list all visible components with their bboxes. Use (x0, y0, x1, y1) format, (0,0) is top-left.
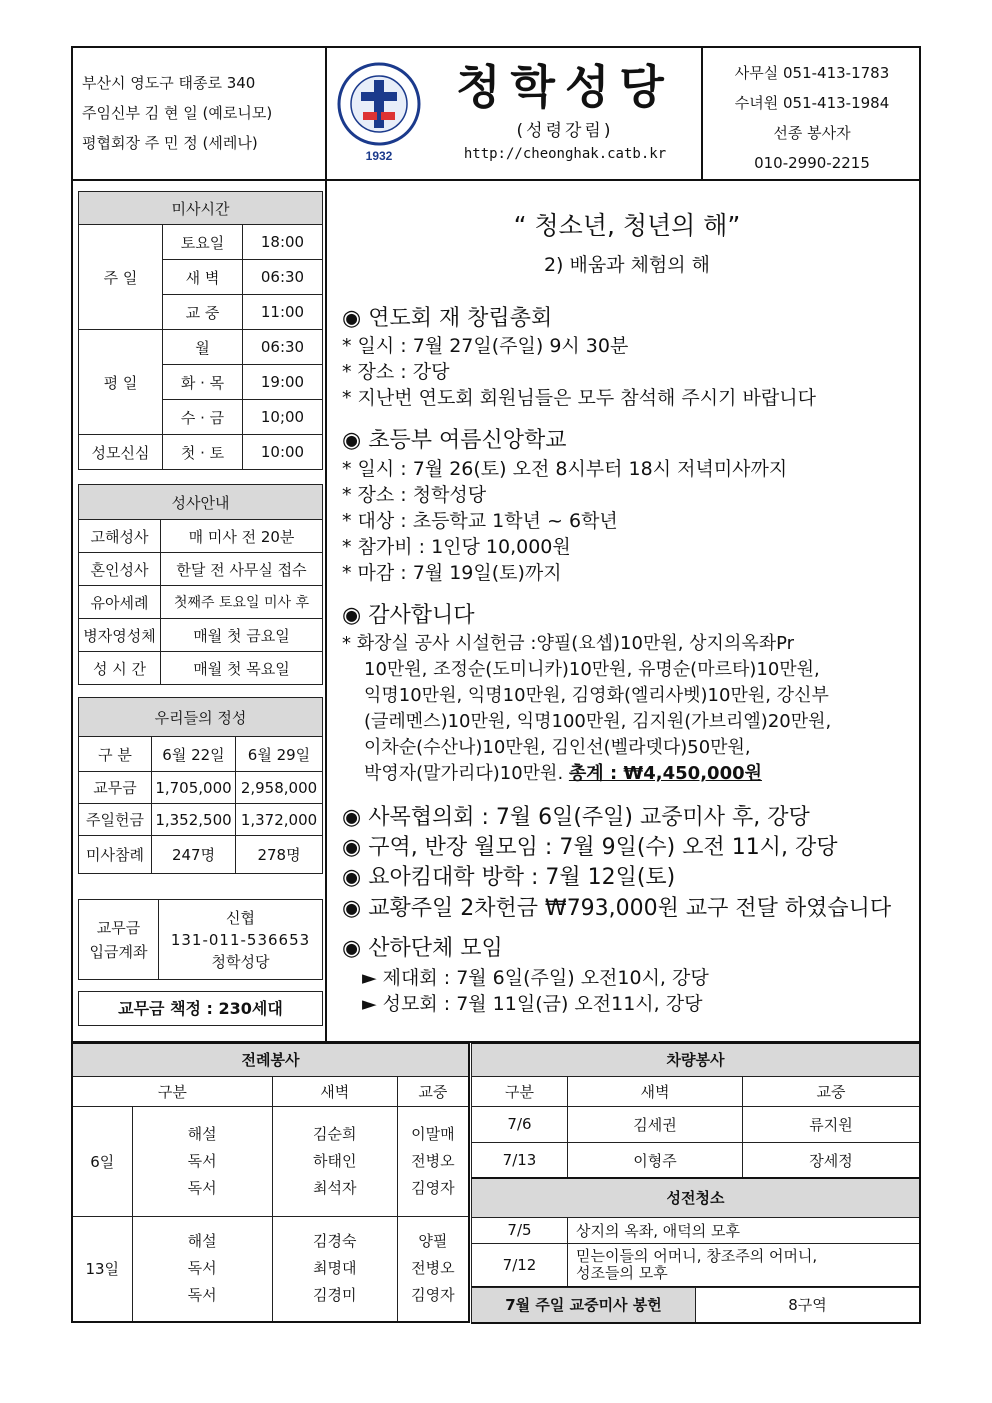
households-box: 교무금 책정 : 230세대 (78, 991, 323, 1026)
offering-table (78, 697, 323, 874)
church-logo (333, 56, 425, 166)
devotion-label: 성모신심 (79, 435, 163, 470)
offering-cell: 미사참례 (79, 836, 152, 874)
cleaning-date: 7/5 (472, 1217, 568, 1243)
mass-time: 06:30 (243, 330, 323, 365)
bank-name: 신협 (226, 908, 255, 927)
account-label-1: 교무금 (96, 918, 141, 937)
sacrament-info: 첫째주 토요일 미사 후 (161, 586, 323, 619)
sacrament-name: 성 시 간 (79, 652, 161, 685)
divider (701, 46, 703, 181)
divider (325, 179, 327, 1043)
office-phone: 사무실 051-413-1783 (734, 64, 890, 82)
notice-line: ► 성모회 : 7월 11일(금) 오전11시, 강당 (362, 993, 703, 1015)
notice-line: * 대상 : 초등학교 1학년 ~ 6학년 (342, 510, 618, 532)
vehicle-cell: 류지원 (743, 1106, 921, 1142)
vehicle-head: 새벽 (568, 1076, 743, 1106)
sacrament-name: 유아세례 (79, 586, 161, 619)
sacrament-info: 한달 전 사무실 접수 (161, 553, 323, 586)
notice-district-meeting: ◉ 구역, 반장 월모임 : 7월 9일(수) 오전 11시, 강당 (342, 835, 838, 860)
person: 전병오 (411, 1151, 455, 1170)
account-details (159, 900, 323, 980)
mass-time: 06:30 (243, 260, 323, 295)
cleaning-title: 성전청소 (472, 1178, 921, 1217)
mass-day: 교 중 (163, 295, 243, 330)
cleaning-group (568, 1243, 921, 1287)
sacrament-info: 매월 첫 목요일 (161, 652, 323, 685)
person: 최명대 (313, 1259, 357, 1278)
person: 전병오 (411, 1259, 455, 1278)
vehicle-cell: 이형주 (568, 1142, 743, 1178)
sunday-label: 주 일 (79, 225, 163, 330)
council-president: 평협회장 주 민 정 (세레나) (82, 134, 258, 152)
sacrament-info: 매 미사 전 20분 (161, 520, 323, 553)
notice-line: * 참가비 : 1인당 10,000원 (342, 536, 571, 558)
vehicle-cell: 김세권 (568, 1106, 743, 1142)
liturgy-head: 교중 (397, 1076, 469, 1106)
liturgy-head: 새벽 (272, 1076, 397, 1106)
person: 김영자 (411, 1286, 455, 1305)
sacrament-info: 매월 첫 금요일 (161, 619, 323, 652)
section-body (362, 965, 709, 1017)
account-label-2: 입금계좌 (89, 942, 148, 961)
priest: 주임신부 김 현 일 (예로니모) (82, 104, 273, 122)
notice-line: * 장소 : 청학성당 (342, 484, 487, 506)
address: 부산시 영도구 태종로 340 (82, 74, 256, 92)
section-title: ◉ 초등부 여름신앙학교 (342, 428, 567, 453)
section-title: ◉ 연도회 재 창립총회 (342, 306, 553, 331)
notice-line: * 지난번 연도회 회원님들은 모두 참석해 주시기 바랍니다 (342, 387, 816, 409)
offer-value: 8구역 (696, 1288, 921, 1323)
notice-line: * 화장실 공사 시설헌금 :양필(요셉)10만원, 상지의옥좌Pr (342, 633, 795, 654)
notice-joachim: ◉ 요아킴대학 방학 : 7월 12일(토) (342, 865, 676, 890)
mass-day: 월 (163, 330, 243, 365)
divider (325, 46, 327, 181)
person: 김경숙 (313, 1232, 357, 1251)
mass-times-table (78, 191, 323, 470)
account-number: 131-011-536653 (170, 930, 311, 949)
role: 독서 (187, 1178, 217, 1197)
sacraments-table (78, 484, 323, 685)
weekday-label: 평 일 (79, 330, 163, 435)
liturgy-head: 구분 (72, 1076, 272, 1106)
mission-phone: 010-2990-2215 (754, 154, 870, 172)
mass-day: 화 · 목 (163, 365, 243, 400)
notice-line: ► 제대회 : 7월 6일(주일) 오전10시, 강당 (362, 967, 709, 989)
liturgy-roles (132, 1106, 272, 1216)
role: 해설 (187, 1232, 217, 1251)
vehicle-cell: 7/6 (472, 1106, 568, 1142)
mass-day: 수 · 금 (163, 400, 243, 435)
offering-cell: 278명 (236, 836, 323, 874)
mass-time: 18:00 (243, 225, 323, 260)
mass-day: 새 벽 (163, 260, 243, 295)
offering-cell: 1,705,000 (152, 772, 236, 804)
notice-line: * 일시 : 7월 26(토) 오전 8시부터 18시 저녁미사까지 (342, 458, 788, 480)
liturgy-date: 13일 (72, 1216, 132, 1322)
vehicle-table (471, 1042, 921, 1179)
person: 김영자 (411, 1178, 455, 1197)
contact-info (706, 58, 918, 178)
section-body (342, 456, 787, 586)
offering-title: 우리들의 정성 (79, 698, 323, 737)
sacraments-title: 성사안내 (79, 485, 323, 520)
sacrament-name: 혼인성사 (79, 553, 161, 586)
notice-line: (글레멘스)10만원, 익명100만원, 김지원(가브리엘)20만원, (364, 711, 832, 732)
liturgy-main (397, 1106, 469, 1216)
liturgy-roles (132, 1216, 272, 1322)
account-label (79, 900, 159, 980)
notice-line: 10만원, 조정순(도미니카)10만원, 유명순(마르타)10만원, (364, 659, 820, 680)
liturgy-dawn (272, 1106, 397, 1216)
notice-line: * 일시 : 7월 27일(주일) 9시 30분 (342, 335, 629, 357)
vehicle-cell: 7/13 (472, 1142, 568, 1178)
cleaning-group: 상지의 옥좌, 애덕의 모후 (568, 1217, 921, 1243)
donation-total: 총계 : ₩4,450,000원 (568, 763, 763, 784)
offering-head: 6월 22일 (152, 737, 236, 772)
offering-cell: 1,372,000 (236, 804, 323, 836)
mass-day: 첫 · 토 (163, 435, 243, 470)
cleaning-line: 성조들의 모후 (576, 1263, 668, 1282)
church-subtitle: (성령강림) (516, 121, 614, 141)
role: 해설 (187, 1124, 217, 1143)
cleaning-date: 7/12 (472, 1243, 568, 1287)
offering-head: 6월 29일 (236, 737, 323, 772)
notice-line: 박영자(말가리다)10만원. (364, 763, 564, 784)
liturgy-title: 전례봉사 (72, 1043, 469, 1076)
liturgy-date: 6일 (72, 1106, 132, 1216)
offering-cell: 2,958,000 (236, 772, 323, 804)
notice-council: ◉ 사목협의회 : 7월 6일(주일) 교중미사 후, 강당 (342, 805, 810, 830)
cleaning-table (471, 1177, 921, 1288)
notice-papal-collection: ◉ 교황주일 2차헌금 ₩793,000원 교구 전달 하였습니다 (342, 896, 892, 921)
liturgy-dawn (272, 1216, 397, 1322)
section-title: ◉ 산하단체 모임 (342, 936, 503, 961)
mission-label: 선종 봉사자 (773, 124, 851, 142)
person: 하태인 (313, 1151, 357, 1170)
mass-time: 11:00 (243, 295, 323, 330)
section-title: ◉ 감사합니다 (342, 603, 475, 628)
offering-cell: 247명 (152, 836, 236, 874)
parish-info (82, 68, 322, 158)
offering-head: 구 분 (79, 737, 152, 772)
mass-offering-table (471, 1287, 921, 1324)
mass-time: 10;00 (243, 400, 323, 435)
offering-cell: 1,352,500 (152, 804, 236, 836)
offering-cell: 교무금 (79, 772, 152, 804)
mass-title: 미사시간 (79, 192, 323, 225)
liturgy-table (71, 1042, 470, 1323)
mass-time: 19:00 (243, 365, 323, 400)
person: 김순희 (313, 1124, 357, 1143)
section-body (342, 631, 831, 787)
vehicle-cell: 장세정 (743, 1142, 921, 1178)
notice-line: * 장소 : 강당 (342, 361, 450, 383)
notice-line: 익명10만원, 익명10만원, 김영화(엘리사벳)10만원, 강신부 (364, 685, 829, 706)
theme-title: “ 청소년, 청년의 해” (513, 211, 741, 240)
offering-cell: 주일헌금 (79, 804, 152, 836)
account-holder: 청학성당 (211, 952, 270, 971)
role: 독서 (187, 1286, 217, 1305)
person: 양필 (418, 1232, 448, 1251)
theme-subtitle: 2) 배움과 체험의 해 (543, 254, 711, 276)
notice-line: * 마감 : 7월 19일(토)까지 (342, 562, 562, 584)
vehicle-title: 차량봉사 (472, 1043, 921, 1076)
person: 최석자 (313, 1178, 357, 1197)
role: 독서 (187, 1259, 217, 1278)
notice-line: 이차순(수산나)10만원, 김인선(벨라뎃다)50만원, (364, 737, 751, 758)
convent-phone: 수녀원 051-413-1984 (734, 94, 890, 112)
vehicle-head: 교중 (743, 1076, 921, 1106)
liturgy-main (397, 1216, 469, 1322)
sacrament-name: 병자영성체 (79, 619, 161, 652)
cleaning-line: 믿는이들의 어머니, 창조주의 어머니, (576, 1246, 818, 1265)
vehicle-head: 구분 (472, 1076, 568, 1106)
website-link[interactable]: http://cheonghak.catb.kr (463, 146, 667, 162)
offer-label: 7월 주일 교중미사 봉헌 (472, 1288, 696, 1323)
role: 독서 (187, 1151, 217, 1170)
person: 김경미 (313, 1286, 357, 1305)
account-table (78, 899, 323, 980)
section-body (342, 333, 816, 411)
sacrament-name: 고해성사 (79, 520, 161, 553)
mass-day: 토요일 (163, 225, 243, 260)
church-title: 청학성당 (456, 60, 674, 114)
mass-time: 10:00 (243, 435, 323, 470)
person: 이말매 (411, 1124, 455, 1143)
logo-year: 1932 (365, 149, 393, 163)
